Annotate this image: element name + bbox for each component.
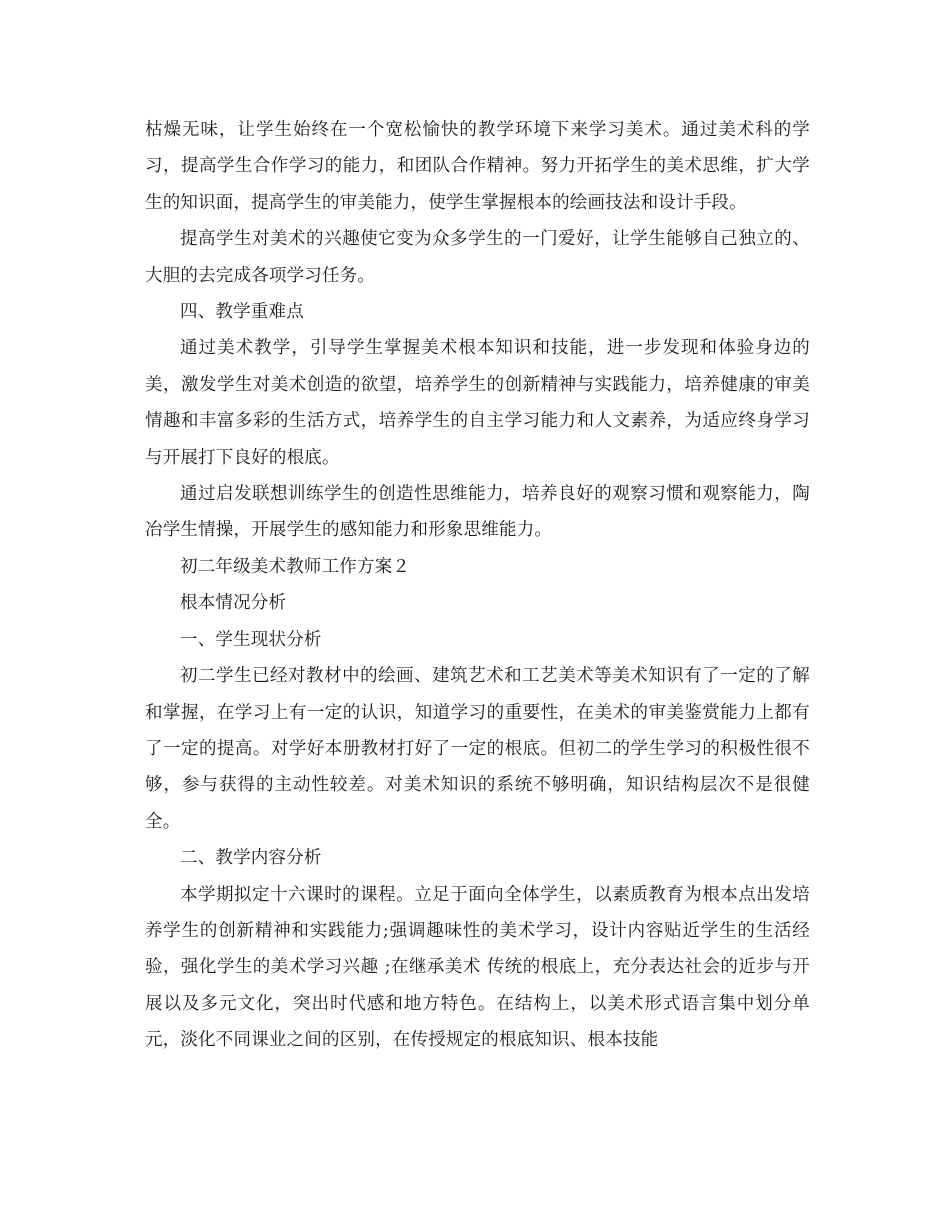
heading-student-status: 一、学生现状分析 xyxy=(180,629,322,650)
paragraph-teaching-goals: 通过美术教学，引导学生掌握美术根本知识和技能，进一步发现和体验身边的美，激发学生对美术创造的欲望，培养学生的创新精神与实践能力，培养健康的审美情趣和丰富多彩的生活方式，培养学生的自主学习能力和人文素养，为适应终身学习与开展打下良好的根底。 xyxy=(145,338,810,468)
heading-teaching-difficulties: 四、教学重难点 xyxy=(180,302,304,323)
paragraph-content-analysis: 本学期拟定十六课时的课程。立足于面向全体学生，以素质教育为根本点出发培养学生的创新精神和实践能力;强调趣味性的美术学习，设计内容贴近学生的生活经验，强化学生的美术学习兴趣 ;在继承美术 传统的根底上，充分表达社会的近步与开展以及多元文化，突出时代感和地方特色。在结构上，以美术形式语言集中划分单元，淡化不同课业之间的区别，在传授规定的根底知识、根本技能 xyxy=(145,884,810,1051)
document-body xyxy=(145,112,810,1059)
section-title-plan-2: 初二年级美术教师工作方案２ xyxy=(180,556,411,577)
heading-content-analysis: 二、教学内容分析 xyxy=(180,848,322,869)
paragraph-interest: 提高学生对美术的兴趣使它变为众多学生的一门爱好，让学生能够自己独立的、大胆的去完成各项学习任务。 xyxy=(145,229,810,286)
paragraph-creative-thinking: 通过启发联想训练学生的创造性思维能力，培养良好的观察习惯和观察能力，陶冶学生情操，开展学生的感知能力和形象思维能力。 xyxy=(145,484,810,541)
paragraph-continuation: 枯燥无味，让学生始终在一个宽松愉快的教学环境下来学习美术。通过美术科的学习，提高学生合作学习的能力，和团队合作精神。努力开拓学生的美术思维，扩大学生的知识面，提高学生的审美能力，使学生掌握根本的绘画技法和设计手段。 xyxy=(145,120,810,213)
heading-basic-analysis: 根本情况分析 xyxy=(180,593,287,614)
paragraph-student-status: 初二学生已经对教材中的绘画、建筑艺术和工艺美术等美术知识有了一定的了解和掌握，在学习上有一定的认识，知道学习的重要性，在美术的审美鉴赏能力上都有了一定的提高。对学好本册教材打好了一定的根底。但初二的学生学习的积极性很不够，参与获得的主动性较差。对美术知识的系统不够明确，知识结构层次不是很健全。 xyxy=(145,666,810,832)
